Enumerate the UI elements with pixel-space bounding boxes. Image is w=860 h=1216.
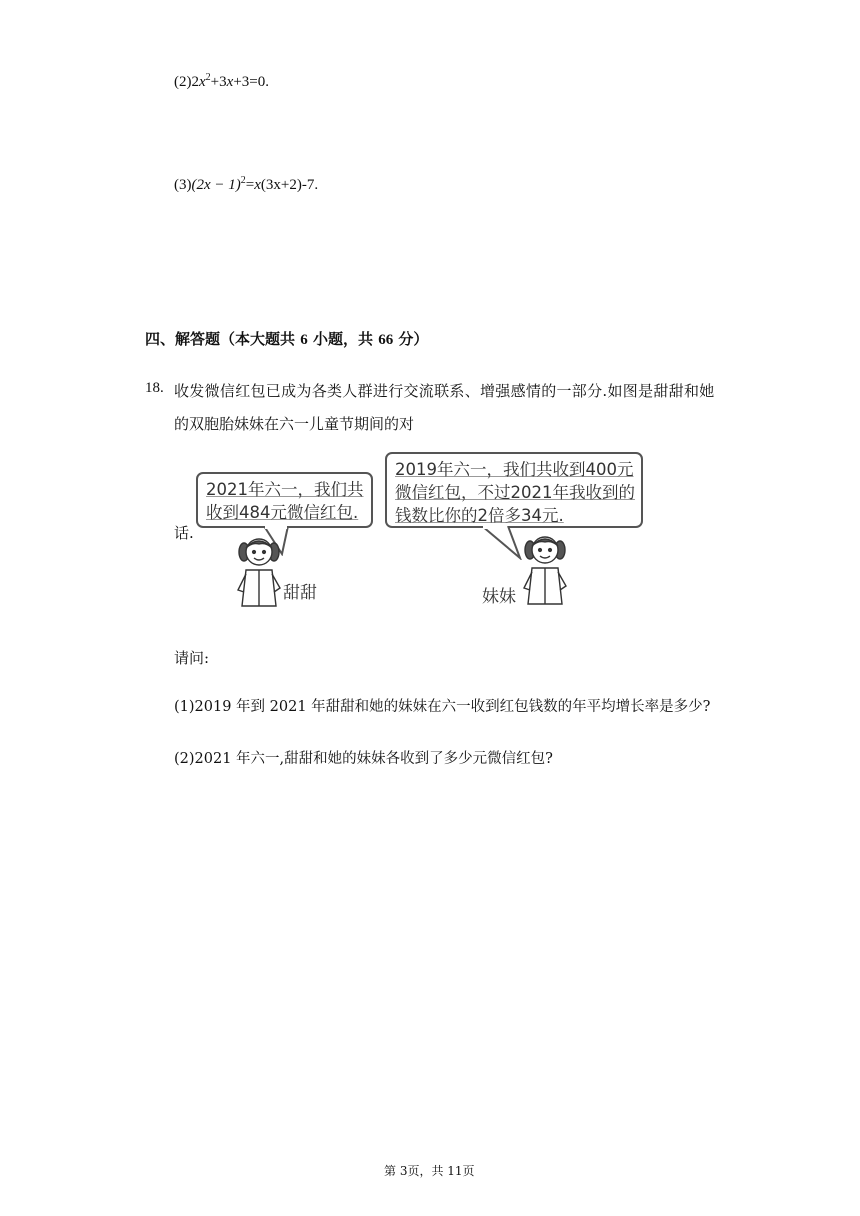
eq2-prefix: (2)2 <box>174 74 199 90</box>
eq3-end: (3x+2)-7. <box>260 177 319 193</box>
eq3-exp: 2 <box>240 175 246 186</box>
girl-tiantian-illustration <box>230 530 290 612</box>
equation-2 <box>174 74 269 91</box>
question-1: (1)2019 年到 2021 年甜甜和她的妹妹在六一收到红包钱数的年平均增长率是多少? <box>174 699 711 715</box>
hua-text: 话. <box>174 524 194 542</box>
eq2-end: +3=0. <box>233 74 269 90</box>
eq2-var: x <box>199 74 206 90</box>
section-title-b: 小题，共 <box>307 330 379 348</box>
bubble-left-line-2: 收到484元微信红包. <box>206 503 359 522</box>
bubble-right-line-2: 微信红包，不过2021年我收到的 <box>395 483 635 502</box>
girl-meimei-illustration <box>516 528 576 610</box>
section-title-a: 四、解答题（本大题共 <box>145 330 301 348</box>
page-footer: 第 3页，共 11页 <box>384 1164 475 1178</box>
problem-line-2: 的双胞胎妹妹在六一儿童节期间的对 <box>174 415 415 433</box>
equation-3 <box>174 177 318 194</box>
eq2-exp: 2 <box>205 72 211 83</box>
ask-label: 请问: <box>174 649 210 667</box>
eq3-eq: = <box>245 177 255 193</box>
eq3-var: x <box>254 177 261 193</box>
eq2-var2: x <box>226 74 234 90</box>
question-2: (2)2021 年六一,甜甜和她的妹妹各收到了多少元微信红包? <box>174 751 553 767</box>
name-meimei: 妹妹 <box>482 587 516 607</box>
eq3-prefix: (3) <box>174 177 192 193</box>
name-tiantian: 甜甜 <box>283 583 317 603</box>
eq2-mid: +3 <box>210 74 227 90</box>
section-title-c: 分） <box>393 330 429 348</box>
speech-bubble-right <box>385 452 643 528</box>
section-heading <box>145 328 428 349</box>
speech-bubble-left <box>196 472 373 528</box>
bubble-right-line-1: 2019年六一，我们共收到400元 <box>395 460 634 479</box>
section-title-n1: 6 <box>300 332 308 348</box>
section-title-n2: 66 <box>378 332 394 348</box>
eq3-paren: (2x − 1) <box>191 177 241 193</box>
problem-number: 18. <box>145 380 164 396</box>
problem-line-1: 收发微信红包已成为各类人群进行交流联系、增强感情的一部分.如图是甜甜和她 <box>174 382 715 400</box>
bubble-left-line-1: 2021年六一，我们共 <box>206 480 364 499</box>
bubble-right-line-3: 钱数比你的2倍多34元. <box>395 506 564 525</box>
